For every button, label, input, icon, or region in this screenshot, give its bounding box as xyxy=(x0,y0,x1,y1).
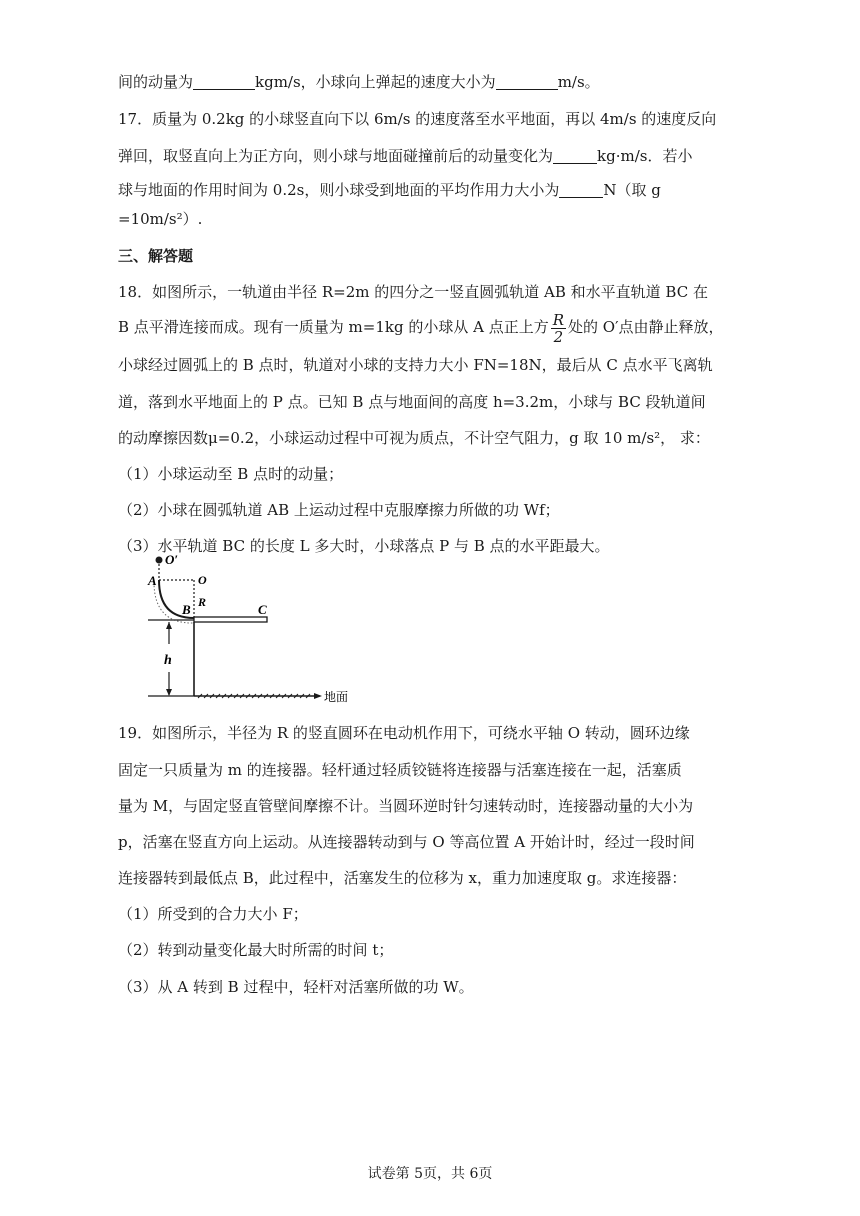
ground-arrowhead xyxy=(314,693,322,699)
q19-part-3: （3）从 A 转到 B 过程中，轻杆对活塞所做的功 W。 xyxy=(118,978,474,996)
q16-text-1: 间的动量为 xyxy=(118,73,194,91)
section-heading: 三、解答题 xyxy=(118,247,194,265)
q16-tail-line xyxy=(118,72,600,92)
horizontal-track xyxy=(194,617,267,622)
page-footer: 试卷第 5页，共 6页 xyxy=(367,1166,493,1182)
q17-text-2a: 弹回，取竖直向上为正方向，则小球与地面碰撞前后的动量变化为 xyxy=(118,147,554,165)
q19-line-2: 固定一只质量为 m 的连接器。轻杆通过轻质铰链将连接器与活塞连接在一起，活塞质 xyxy=(118,761,682,779)
label-o: O xyxy=(198,573,207,587)
ball-start-point xyxy=(156,557,163,564)
q19-line-3: 量为 M，与固定竖直管壁间摩擦不计。当圆环逆时针匀速转动时，连接器动量的大小为 xyxy=(118,797,694,815)
q16-blank-2[interactable] xyxy=(496,73,558,90)
q17-line-1: 17．质量为 0.2kg 的小球竖直向下以 6m/s 的速度落至水平地面，再以 4m/s 的速度反向 xyxy=(118,110,717,128)
q17-text-3b: N（取 g xyxy=(603,181,661,199)
q18-text-2a: B 点平滑连接而成。现有一质量为 m=1kg 的小球从 A 点正上方 xyxy=(118,318,549,336)
track-diagram xyxy=(140,550,400,705)
q18-line-3: 小球经过圆弧上的 B 点时，轨道对小球的支持力大小 FN=18N，最后从 C 点水平飞离轨 xyxy=(118,356,713,374)
q19-part-1: （1）所受到的合力大小 F； xyxy=(118,905,308,923)
q17-blank-1[interactable] xyxy=(553,147,597,164)
q17-line-2 xyxy=(118,146,692,166)
q18-part-3: （3）水平轨道 BC 的长度 L 多大时，小球落点 P 与 B 点的水平距最大。 xyxy=(118,537,610,555)
q18-part-2: （2）小球在圆弧轨道 AB 上运动过程中克服摩擦力所做的功 Wf； xyxy=(118,501,560,519)
label-ground: 地面 xyxy=(324,690,349,704)
label-o-prime: O′ xyxy=(165,552,179,567)
q16-text-3: m/s。 xyxy=(557,73,600,91)
label-a: A xyxy=(148,573,157,588)
q19-line-1: 19．如图所示，半径为 R 的竖直圆环在电动机作用下，可绕水平轴 O 转动，圆环边缘 xyxy=(118,724,690,742)
q16-blank-1[interactable] xyxy=(193,73,255,90)
q18-line-5: 的动摩擦因数μ=0.2，小球运动过程中可视为质点，不计空气阻力，g 取 10 m/s²， 求： xyxy=(118,429,710,447)
q16-text-2: kgm/s，小球向上弹起的速度大小为 xyxy=(255,73,496,91)
q18-text-2b: 处的 O′点由静止释放， xyxy=(568,318,724,336)
label-r: R xyxy=(198,595,207,609)
q18-line-1: 18．如图所示，一轨道由半径 R=2m 的四分之一竖直圆弧轨道 AB 和水平直轨道 BC 在 xyxy=(118,283,708,301)
q17-text-2b: kg·m/s．若小 xyxy=(597,147,693,165)
label-h: h xyxy=(164,653,172,668)
h-arrowhead-down xyxy=(166,689,172,696)
fraction-numerator: R xyxy=(552,310,565,329)
label-b: B xyxy=(182,602,191,617)
h-arrowhead-up xyxy=(166,622,172,629)
label-c: C xyxy=(258,602,267,617)
q18-line-4: 道，落到水平地面上的 P 点。已知 B 点与地面间的高度 h=3.2m，小球与 BC 段轨道间 xyxy=(118,393,706,411)
q18-fraction xyxy=(551,312,566,345)
q18-part-1: （1）小球运动至 B 点时的动量； xyxy=(118,465,344,483)
q19-line-5: 连接器转到最低点 B，此过程中，活塞发生的位移为 x，重力加速度取 g。求连接器： xyxy=(118,869,687,887)
fraction-denominator: 2 xyxy=(553,327,564,346)
q17-blank-2[interactable] xyxy=(559,181,603,198)
q18-line-2 xyxy=(118,310,724,345)
q19-line-4: p，活塞在竖直方向上运动。从连接器转动到与 O 等高位置 A 开始计时，经过一段时间 xyxy=(118,833,695,851)
q17-line-3 xyxy=(118,180,661,200)
q17-text-3a: 球与地面的作用时间为 0.2s，则小球受到地面的平均作用力大小为 xyxy=(118,181,560,199)
q17-line-4: =10m/s²）. xyxy=(118,210,203,228)
q19-part-2: （2）转到动量变化最大时所需的时间 t； xyxy=(118,941,394,959)
